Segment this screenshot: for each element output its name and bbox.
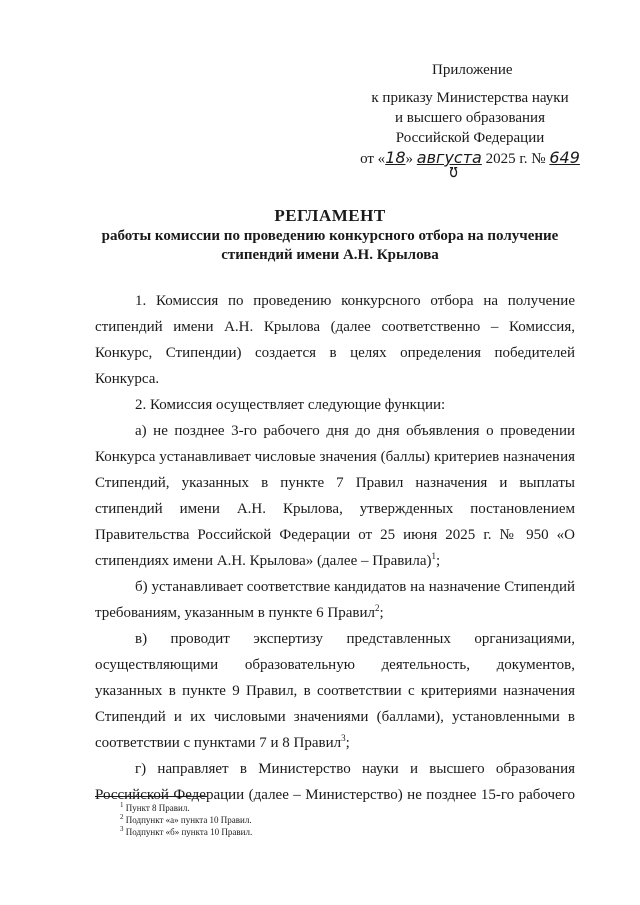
order-prefix: от «	[360, 151, 386, 167]
document-subtitle-line-2: стипендий имени А.Н. Крылова	[221, 247, 439, 263]
footnote-ref-2: 2	[374, 603, 380, 613]
document-body	[95, 288, 575, 808]
paragraph-4-text: б) устанавливает соответствие кандидатов на назначение Стипендий требованиям, указанным в пункте 6 Правил	[95, 579, 575, 621]
document-title-block	[60, 205, 600, 265]
footnote-1-text: Пункт 8 Правил.	[123, 803, 190, 813]
document-subtitle-line-1: работы комиссии по проведению конкурсного отбора на получение	[101, 228, 559, 244]
paragraph-5	[95, 626, 575, 756]
document-title: РЕГЛАМЕНТ	[274, 206, 386, 225]
footnote-2-number: 2	[120, 813, 124, 821]
footnote-2-text: Подпункт «а» пункта 10 Правил.	[123, 815, 252, 825]
footnotes	[120, 802, 252, 838]
paragraph-3-end: ;	[435, 553, 441, 569]
appendix-line-1: к приказу Министерства науки	[371, 90, 569, 106]
order-month: августа	[416, 148, 482, 167]
paragraph-4-end: ;	[379, 605, 384, 621]
footnote-1-number: 1	[120, 801, 124, 809]
footnote-3	[120, 826, 252, 838]
appendix-header	[350, 60, 590, 182]
paragraph-4	[95, 574, 575, 626]
paragraph-5-text: в) проводит экспертизу представленных организациями, осуществляющими образовательную деятельность, документов, указанных в пункте 9 Правил, в соответствии с критериями назначения Стипендий и их числовыми значениями (баллами), установленными в соответствии с пунктами 7 и 8 Правил	[95, 631, 575, 751]
order-mid-1: »	[405, 151, 417, 167]
footnote-3-number: 3	[120, 825, 124, 833]
order-mid-2: 2025 г. №	[481, 151, 550, 167]
footnote-divider	[95, 796, 207, 797]
footnote-2	[120, 814, 252, 826]
paragraph-5-end: ;	[345, 735, 350, 751]
paragraph-2: 2. Комиссия осуществляет следующие функции:	[135, 397, 446, 413]
footnote-ref-3: 3	[341, 733, 346, 743]
handwritten-mark-icon: ʊ	[449, 161, 459, 182]
order-number: 649	[549, 148, 580, 167]
footnote-3-text: Подпункт «б» пункта 10 Правил.	[123, 827, 253, 837]
paragraph-6: г) направляет в Министерство науки и высшего образования Российской Федерации (далее – Министерство) не позднее 15-го рабочего	[95, 761, 575, 803]
appendix-label: Приложение	[432, 62, 513, 78]
paragraph-3	[95, 418, 575, 574]
order-date-line	[350, 148, 590, 182]
order-day: 18	[385, 148, 406, 167]
paragraph-1: 1. Комиссия по проведению конкурсного отбора на получение стипендий имени А.Н. Крылова (далее соответственно – Комиссия, Конкурс, Стипендии) создается в целях определения победителей Конкурса.	[95, 293, 575, 387]
appendix-line-3: Российской Федерации	[395, 130, 545, 146]
footnote-1	[120, 802, 252, 814]
paragraph-3-text: а) не позднее 3-го рабочего дня до дня объявления о проведении Конкурса устанавливает числовые значения (баллы) критериев назначения Стипендий, указанных в пункте 7 Правил назначения и выплаты стипендий имени А.Н. Крылова, утвержденных постановлением Правительства Российской Федерации от 25 июня 2025 г. № 950 «О стипендиях имени А.Н. Крылова» (далее – Правила)	[95, 423, 575, 569]
appendix-line-2: и высшего образования	[395, 110, 545, 126]
footnote-ref-1: 1	[431, 551, 436, 561]
